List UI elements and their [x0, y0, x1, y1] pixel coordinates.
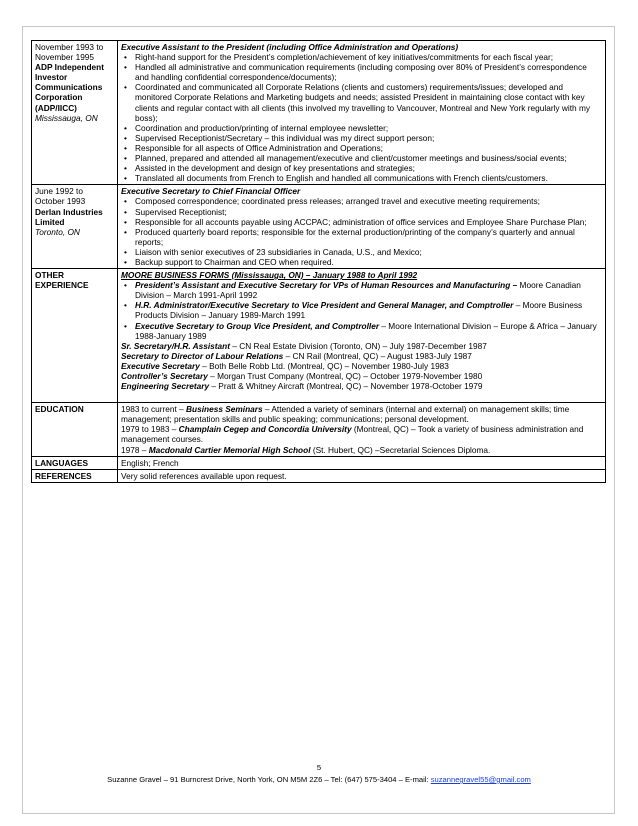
- job-date: November 1995: [35, 52, 95, 63]
- role-title: Engineering Secretary: [121, 381, 210, 392]
- role-title: Secretary to Director of Labour Relations: [121, 350, 284, 361]
- role-detail: – CN Real Estate Division (Toronto, ON) – July 1987-December 1987: [230, 340, 487, 351]
- role-detail: – CN Rail (Montreal, QC) – August 1983-July 1987: [283, 350, 472, 361]
- education-detail: (St. Hubert, QC) –Secretarial Sciences Diploma.: [310, 444, 491, 455]
- job-meta: [32, 185, 118, 269]
- job-bullet: • Responsible for all aspects of Office Administration and Operations;: [121, 143, 602, 153]
- job-details: [118, 41, 606, 185]
- role-title: H.R. Administrator/Executive Secretary to Vice President and General Manager, and Comptroller: [135, 300, 514, 311]
- company-name: Corporation: [35, 92, 83, 103]
- education-row: [32, 403, 606, 456]
- job-location: Mississauga, ON: [35, 112, 98, 123]
- job-bullet: • Backup support to Chairman and CEO when required.: [121, 257, 602, 267]
- company-name: Limited: [35, 216, 65, 227]
- languages-value: English; French: [118, 456, 606, 469]
- education-years: 1979 to 1983 –: [121, 424, 179, 435]
- job-title: Executive Secretary to Chief Financial Officer: [121, 186, 301, 197]
- moore-bullet: [121, 321, 602, 341]
- job-row-derlan: [32, 185, 606, 269]
- job-date: October 1993: [35, 196, 86, 207]
- job-bullet: • Translated all documents from French to English and handled all communications with French clients/customers.: [121, 173, 602, 183]
- company-name: Investor: [35, 72, 68, 83]
- job-bullets: [121, 196, 602, 267]
- section-label-text: EXPERIENCE: [35, 280, 89, 291]
- job-bullet: • Handled all administrative and communication requirements (including composing over 80% of President’s correspondence and handling confidential correspondence/documents);: [121, 62, 602, 82]
- moore-heading: MOORE BUSINESS FORMS (Mississauga, ON) – January 1988 to April 1992: [121, 270, 418, 281]
- role-detail: Moore Canadian Division – March 1991-April 1992: [135, 280, 581, 301]
- experience-line: [121, 351, 602, 361]
- education-entry: [121, 445, 602, 455]
- footer-contact: [0, 775, 638, 785]
- education-entry: [121, 424, 602, 444]
- other-experience-details: [118, 269, 606, 403]
- role-title: Executive Secretary to Group Vice President, and Comptroller: [135, 320, 380, 331]
- job-bullet: • Supervised Receptionist/Secretary – this individual was my direct support person;: [121, 133, 602, 143]
- job-title: Executive Assistant to the President (including Office Administration and Operations): [121, 42, 459, 52]
- moore-bullet: [121, 300, 602, 320]
- job-bullet: • Composed correspondence; coordinated press releases; arranged travel and executive meeting requirements;: [121, 196, 602, 206]
- references-row: [32, 469, 606, 482]
- job-bullet: • Assisted in the development and design of key presentations and strategies;: [121, 163, 602, 173]
- company-name: (ADP/IICC): [35, 102, 77, 113]
- moore-bullets: [121, 280, 602, 341]
- company-name: Communications: [35, 82, 103, 93]
- job-row-adp: [32, 41, 606, 185]
- education-detail: (Montreal, QC) – Took a variety of business administration and management courses.: [121, 424, 584, 445]
- education-years: 1978 –: [121, 444, 149, 455]
- job-bullet: • Coordination and production/printing of internal employee newsletter;: [121, 123, 602, 133]
- education-title: Macdonald Cartier Memorial High School: [148, 444, 311, 455]
- role-title: President’s Assistant and Executive Secretary for VPs of Human Resources and Manufacturing –: [135, 280, 518, 291]
- role-detail: – Morgan Trust Company (Montreal, QC) – October 1979-November 1980: [207, 371, 483, 381]
- other-experience-row: [32, 269, 606, 403]
- role-title: Sr. Secretary/H.R. Assistant: [121, 340, 230, 351]
- education-details: [118, 403, 606, 456]
- languages-row: [32, 456, 606, 469]
- job-bullets: [121, 52, 602, 183]
- section-label: [32, 269, 118, 403]
- moore-bullet: [121, 280, 602, 300]
- references-value: Very solid references available upon request.: [118, 469, 606, 482]
- section-label-text: LANGUAGES: [32, 456, 118, 469]
- role-detail: – Both Belle Robb Ltd. (Montreal, QC) – November 1980-July 1983: [199, 360, 449, 371]
- job-details: [118, 185, 606, 269]
- education-title: Business Seminars: [186, 404, 263, 415]
- education-title: Champlain Cegep and Concordia University: [178, 424, 352, 435]
- contact-text: Suzanne Gravel – 91 Burncrest Drive, North York, ON M5M 2Z6 – Tel: (647) 575-3404 – E-mail:: [107, 775, 431, 784]
- company-name: Derlan Industries: [35, 206, 103, 217]
- role-detail: – Pratt & Whitney Aircraft (Montreal, QC) – November 1978-October 1979: [209, 381, 483, 392]
- job-bullet: • Supervised Receptionist;: [121, 207, 602, 217]
- job-location: Toronto, ON: [35, 226, 80, 237]
- education-detail: – Attended a variety of seminars (internal and external) on management skills; time management; presentation skills and public speaking; communications; personal development.: [121, 404, 570, 425]
- spacer: [121, 391, 602, 401]
- role-detail: – Moore Business Products Division – January 1989-March 1991: [135, 300, 583, 321]
- experience-line: [121, 341, 602, 351]
- experience-line: [121, 381, 602, 391]
- job-bullet: • Right-hand support for the President’s completion/achievement of key initiatives/commitments for each fiscal year;: [121, 52, 602, 62]
- education-years: 1983 to current –: [121, 404, 187, 415]
- education-entry: [121, 404, 602, 424]
- job-meta: [32, 41, 118, 185]
- job-bullet: • Responsible for all accounts payable using ACCPAC; administration of office services and Employee Share Purchase Plan;: [121, 217, 602, 227]
- section-label-text: OTHER: [35, 270, 65, 281]
- job-date: June 1992 to: [35, 186, 83, 197]
- role-detail: – Moore International Division – Europe & Africa – January 1988-January 1989: [135, 320, 597, 341]
- job-bullet: • Liaison with senior executives of 23 subsidiaries in Canada, U.S., and Mexico;: [121, 247, 602, 257]
- section-label-text: REFERENCES: [32, 469, 118, 482]
- experience-line: [121, 371, 602, 381]
- role-title: Controller’s Secretary: [121, 371, 208, 381]
- resume-table: [31, 40, 606, 483]
- job-bullet: • Coordinated and communicated all Corporate Relations (clients and customers) requirements/issues; developed and monitored Corporate Relations and Marketing budgets and needs; assisted President in maintaining close contact with key clients and regular contact with all clients (this involved my travelling to Vancouver, Montreal and New York regularly with my boss);: [121, 82, 602, 122]
- page-number: 5: [316, 763, 322, 772]
- email-link[interactable]: suzannegravel55@gmail.com: [430, 775, 531, 784]
- section-label: [32, 403, 118, 456]
- section-label-text: EDUCATION: [35, 404, 84, 415]
- job-date: November 1993 to: [35, 42, 104, 52]
- role-title: Executive Secretary: [121, 360, 200, 371]
- job-bullet: • Planned, prepared and attended all management/executive and client/customer meetings and business/social events;: [121, 153, 602, 163]
- company-name: ADP Independent: [35, 62, 104, 73]
- job-bullet: • Produced quarterly board reports; responsible for the external production/printing of the company’s quarterly and annual reports;: [121, 227, 602, 247]
- experience-line: [121, 361, 602, 371]
